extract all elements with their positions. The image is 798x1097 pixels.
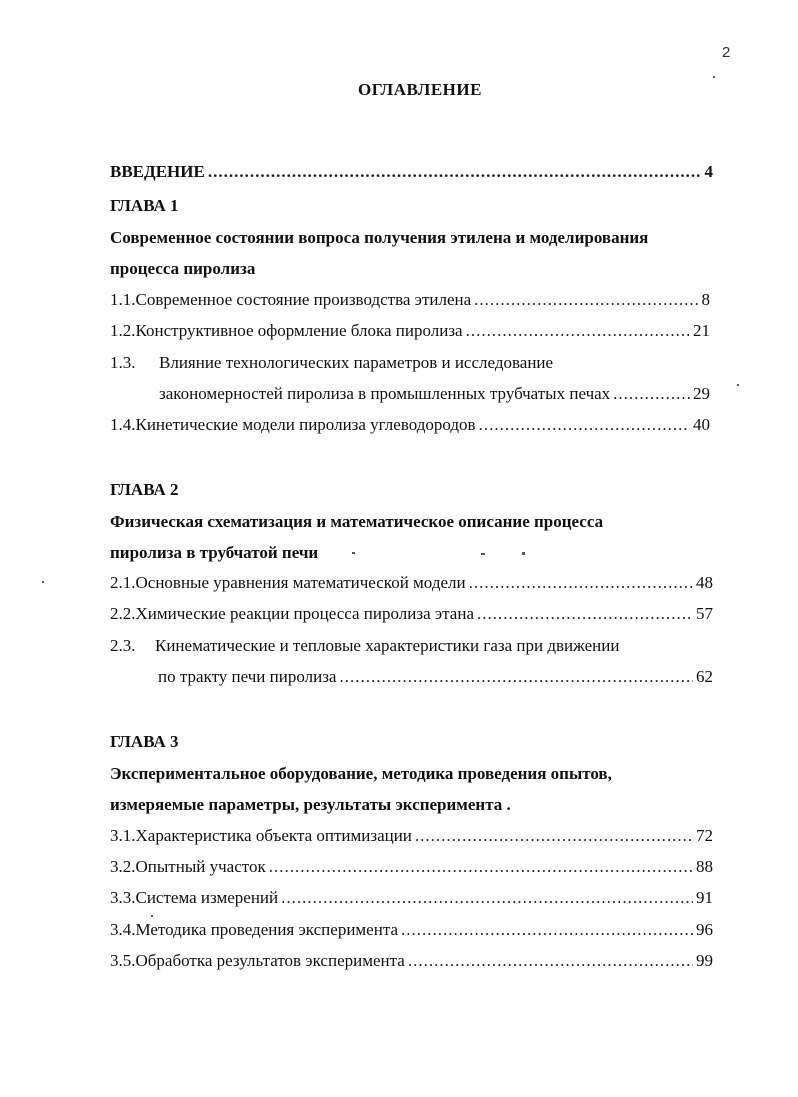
leader-dots <box>281 888 693 908</box>
chapter-title-line: Физическая схематизация и математическое описание процесса <box>110 512 604 531</box>
toc-entry-text: закономерностей пиролиза в промышленных трубчатых печах <box>159 384 611 403</box>
toc-entry-3-5[interactable] <box>110 951 713 971</box>
leader-dots <box>466 321 690 341</box>
leader-dots <box>339 667 693 687</box>
chapter-title-line: пиролиза в трубчатой печи <box>110 543 319 562</box>
scan-speck <box>713 76 715 78</box>
toc-entry-text: Химические реакции процесса пиролиза этана <box>135 604 474 623</box>
toc-intro-label: ВВЕДЕНИЕ <box>110 162 205 181</box>
toc-entry-text: Кинетические модели пиролиза углеводородов <box>135 415 476 434</box>
toc-entry-2-3-first[interactable] <box>110 636 619 656</box>
toc-entry-page: 21 <box>693 321 710 340</box>
scan-speck <box>481 553 485 555</box>
toc-entry-3-3[interactable] <box>110 888 713 908</box>
toc-entry-text: по тракту печи пиролиза <box>158 667 337 686</box>
toc-entry-text: Опытный участок <box>135 857 266 876</box>
leader-dots <box>474 290 698 310</box>
toc-entry-number: 3.5. <box>110 951 136 970</box>
toc-entry-1-2[interactable] <box>110 321 710 341</box>
page-title: ОГЛАВЛЕНИЕ <box>358 80 482 99</box>
scan-speck <box>522 552 525 555</box>
toc-entry-page: 62 <box>696 667 713 686</box>
toc-entry-page: 96 <box>696 920 713 939</box>
toc-entry-page: 40 <box>693 415 710 434</box>
toc-entry-number: 3.3. <box>110 888 136 907</box>
page-number: 2 <box>722 44 731 61</box>
toc-entry-text: Система измерений <box>135 888 279 907</box>
toc-entry-1-1[interactable] <box>110 290 710 310</box>
toc-entry-page: 99 <box>696 951 713 970</box>
toc-entry-1-3-first[interactable] <box>110 353 553 373</box>
toc-entry-1-4[interactable] <box>110 415 710 435</box>
toc-entry-text: Методика проведения эксперимента <box>135 920 399 939</box>
toc-intro[interactable] <box>110 162 713 182</box>
leader-dots <box>613 384 690 404</box>
toc-entry-text: Обработка результатов эксперимента <box>135 951 405 970</box>
chapter-heading: ГЛАВА 1 <box>110 196 179 215</box>
toc-entry-text: Кинематические и тепловые характеристики газа при движении <box>155 636 620 655</box>
toc-entry-number: 1.1. <box>110 290 136 309</box>
toc-entry-text: Основные уравнения математической модели <box>135 573 466 592</box>
chapter-heading: ГЛАВА 3 <box>110 732 179 751</box>
toc-entry-text: Современное состояние производства этилена <box>135 290 472 309</box>
scan-speck <box>42 581 44 583</box>
toc-entry-page: 29 <box>693 384 710 403</box>
toc-entry-2-3[interactable] <box>158 667 713 687</box>
leader-dots <box>477 604 693 624</box>
chapter-title-line: Экспериментальное оборудование, методика проведения опытов, <box>110 764 612 783</box>
toc-entry-number: 3.4. <box>110 920 136 939</box>
toc-entry-2-1[interactable] <box>110 573 713 593</box>
toc-entry-number: 2.3. <box>110 636 136 655</box>
chapter-heading: ГЛАВА 2 <box>110 480 179 499</box>
toc-entry-text: Характеристика объекта оптимизации <box>135 826 412 845</box>
scan-speck <box>151 915 153 917</box>
toc-entry-number: 2.1. <box>110 573 136 592</box>
toc-intro-page: 4 <box>704 162 713 181</box>
toc-entry-text: Конструктивное оформление блока пиролиза <box>135 321 463 340</box>
scan-speck <box>352 552 355 554</box>
leader-dots <box>469 573 693 593</box>
chapter-title-line: процесса пиролиза <box>110 259 256 278</box>
chapter-title-line: Современное состоянии вопроса получения этилена и моделирования <box>110 228 649 247</box>
toc-entry-3-4[interactable] <box>110 920 713 940</box>
toc-entry-page: 72 <box>696 826 713 845</box>
leader-dots <box>408 951 693 971</box>
toc-entry-number: 3.1. <box>110 826 136 845</box>
leader-dots <box>269 857 693 877</box>
leader-dots <box>208 162 702 182</box>
chapter-title-line: измеряемые параметры, результаты эксперимента . <box>110 795 511 814</box>
toc-entry-3-1[interactable] <box>110 826 713 846</box>
toc-entry-page: 57 <box>696 604 713 623</box>
scan-speck <box>737 384 739 386</box>
toc-entry-number: 2.2. <box>110 604 136 623</box>
leader-dots <box>479 415 690 435</box>
toc-entry-page: 8 <box>701 290 710 309</box>
toc-entry-page: 91 <box>696 888 713 907</box>
leader-dots <box>401 920 693 940</box>
toc-entry-number: 1.3. <box>110 353 136 372</box>
toc-entry-text: Влияние технологических параметров и исследование <box>159 353 554 372</box>
leader-dots <box>415 826 693 846</box>
toc-entry-2-2[interactable] <box>110 604 713 624</box>
toc-entry-number: 1.2. <box>110 321 136 340</box>
toc-entry-number: 1.4. <box>110 415 136 434</box>
toc-entry-page: 88 <box>696 857 713 876</box>
toc-entry-page: 48 <box>696 573 713 592</box>
toc-entry-1-3[interactable] <box>159 384 710 404</box>
toc-entry-3-2[interactable] <box>110 857 713 877</box>
toc-entry-number: 3.2. <box>110 857 136 876</box>
